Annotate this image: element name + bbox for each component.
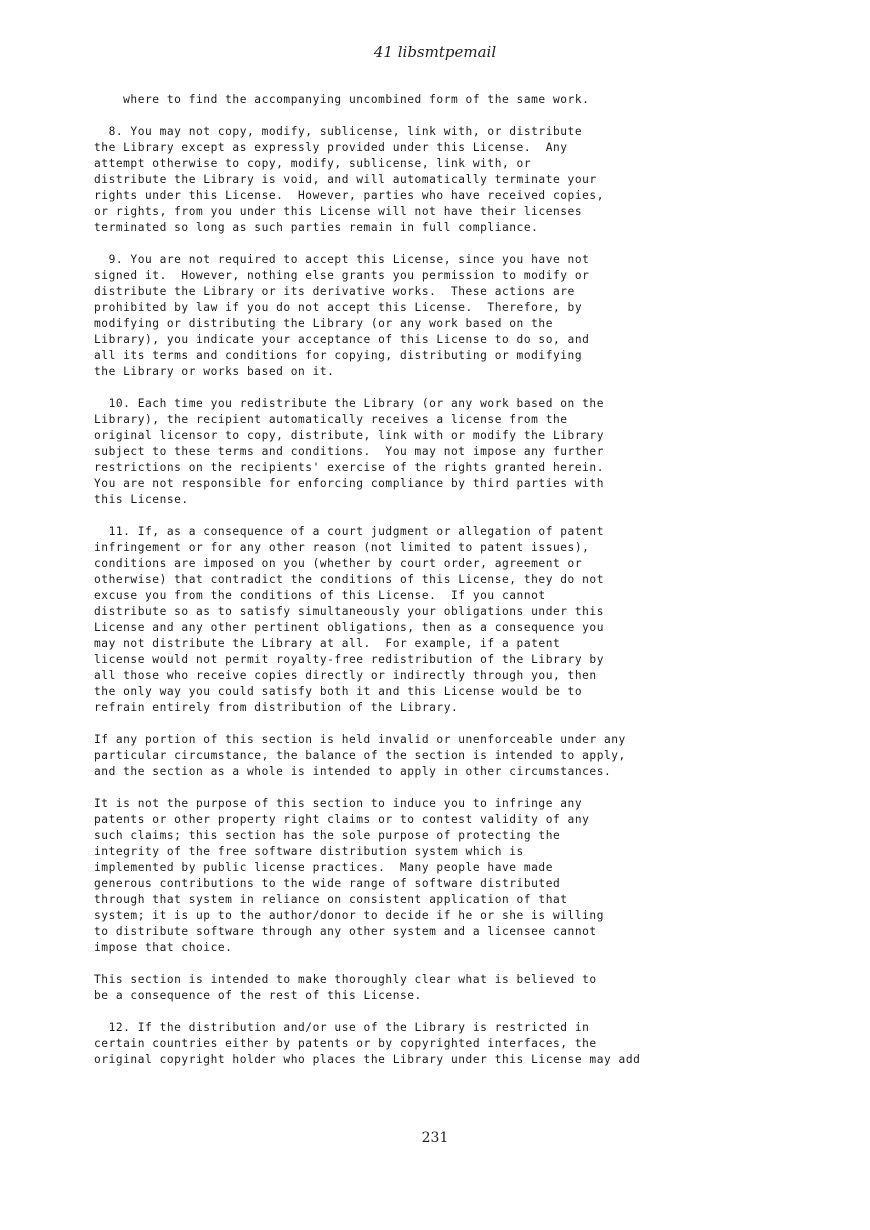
license-body-text: where to find the accompanying uncombined form of the same work. 8. You may not copy, modify, sublicense, link with, or distribute the Library except as expressly provided under this License. Any attempt otherwise to copy, modify, sublicense, link with, or distribute the Library is void, and will automatically terminate your rights under this License. However, parties who have received copies, or rights, from you under this License will not have their licenses terminated so long as such parties remain in full compliance. 9. You are not required to accept this License, since you have not signed it. However, nothing else grants you permission to modify or distribute the Library or its derivative works. These actions are prohibited by law if you do not accept this License. Therefore, by modifying or distributing the Library (or any work based on the Library), you indicate your acceptance of this License to do so, and all its terms and conditions for copying, distributing or modifying the Library or works based on it. 10. Each time you redistribute the Library (or any work based on the Library), the recipient automatically receives a license from the original licensor to copy, distribute, link with or modify the Library subject to these terms and conditions. You may not impose any further restrictions on the recipients' exercise of the rights granted herein. You are not responsible for enforcing compliance by third parties with this License. 11. If, as a consequence of a court judgment or allegation of patent infringement or for any other reason (not limited to patent issues), conditions are imposed on you (whether by court order, agreement or otherwise) that contradict the conditions of this License, they do not excuse you from the conditions of this License. If you cannot distribute so as to satisfy simultaneously your obligations under this License and any other pertinent obligations, then as a consequence you may not distribute the Library at all. For example, if a patent license would not permit royalty-free redistribution of the Library by all those who receive copies directly or indirectly through you, then the only way you could satisfy both it and this License would be to refrain entirely from distribution of the Library. If any portion of this section is held invalid or unenforceable under any particular circumstance, the balance of the section is intended to apply, and the section as a whole is intended to apply in other circumstances. It is not the purpose of this section to induce you to infringe any patents or other property right claims or to contest validity of any such claims; this section has the sole purpose of protecting the integrity of the free software distribution system which is implemented by public license practices. Many people have made generous contributions to the wide range of software distributed through that system in reliance on consistent application of that system; it is up to the author/donor to decide if he or she is willing to distribute software through any other system and a licensee cannot impose that choice. This section is intended to make thoroughly clear what is believed to be a consequence of the rest of this License. 12. If the distribution and/or use of the Library is restricted in certain countries either by patents or by copyrighted interfaces, the original copyright holder who places the Library under this License may add — [94, 93, 641, 1066]
page-number: 231 — [421, 1130, 449, 1146]
running-header: 41 libsmtpemail — [373, 43, 497, 61]
